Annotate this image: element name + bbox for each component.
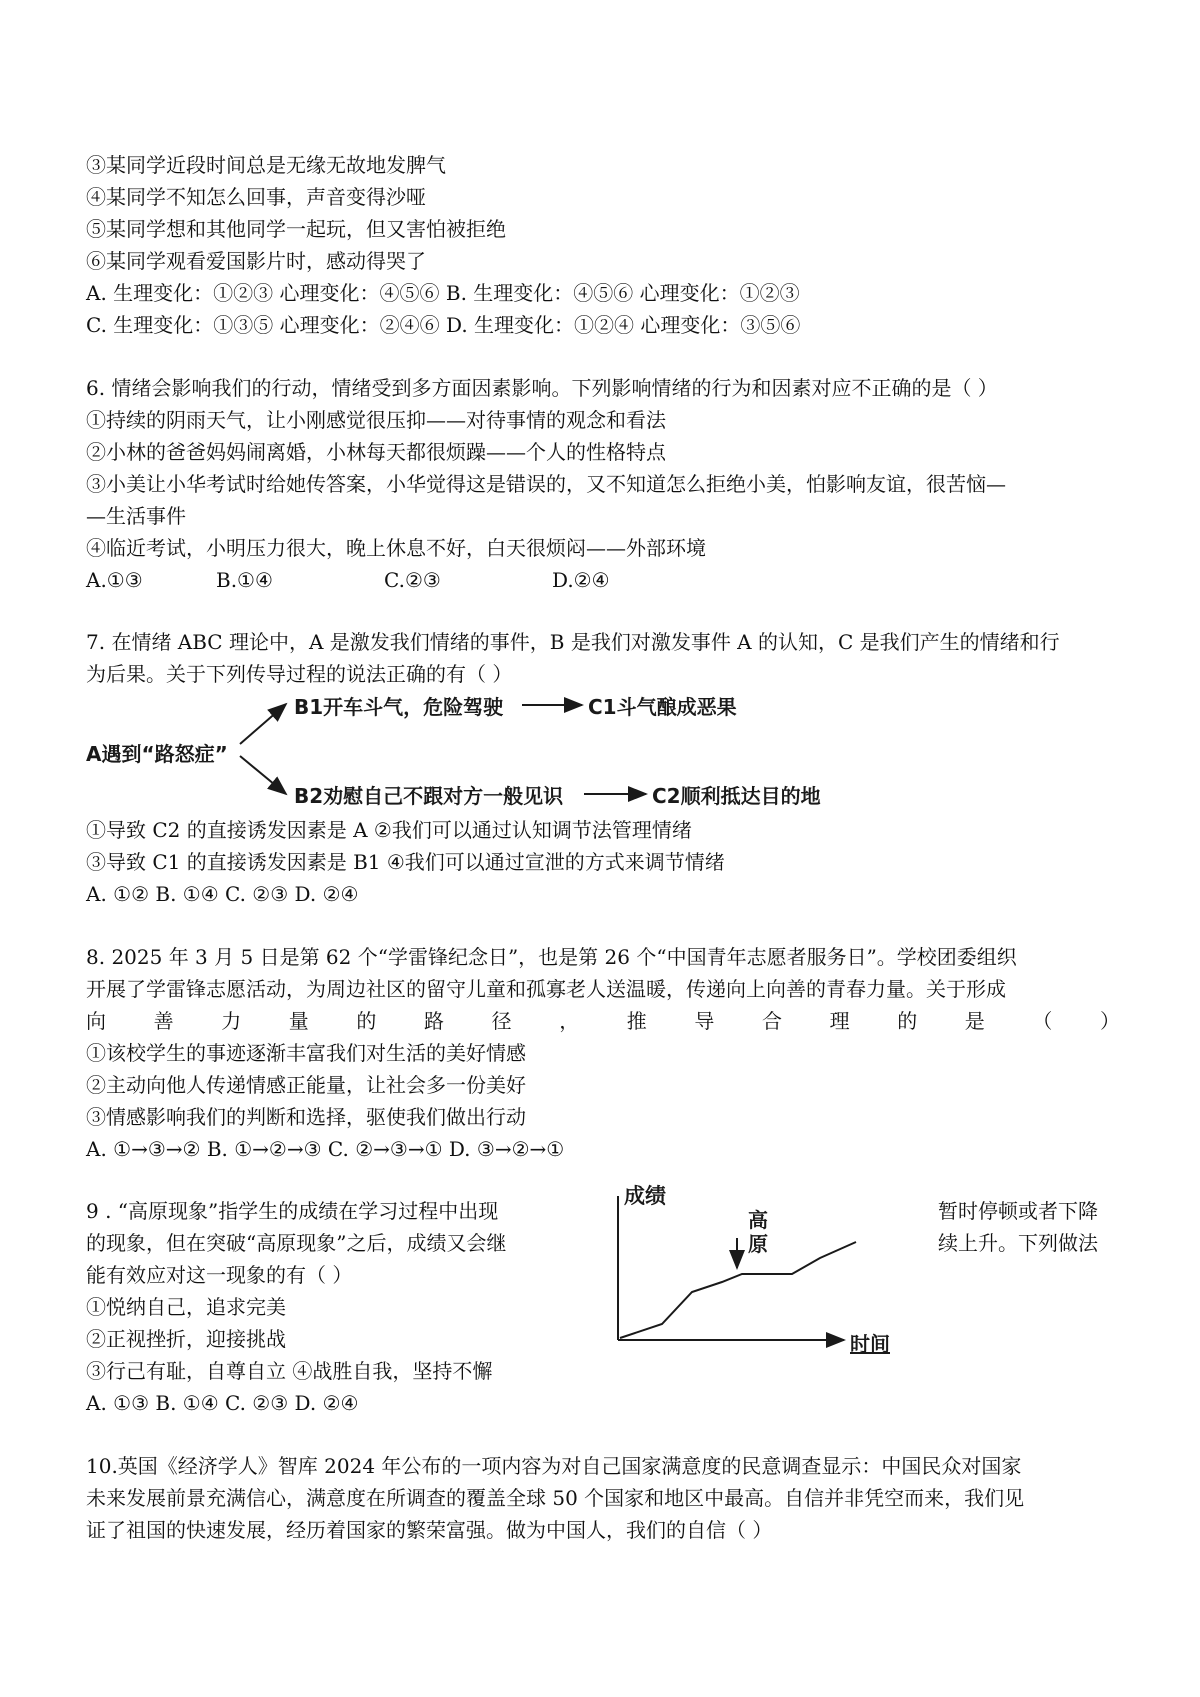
q5-item-4: ④某同学不知怎么回事，声音变得沙哑 <box>86 185 426 209</box>
diagram-node-b1: B1开车斗气，危险驾驶 <box>294 695 504 719</box>
q8-item-2: ②主动向他人传递情感正能量，让社会多一份美好 <box>86 1073 526 1097</box>
q8-options: A. ①→③→② B. ①→②→③ C. ②→③→① D. ③→②→① <box>86 1137 565 1161</box>
q6-option-c: C.②③ <box>384 568 441 592</box>
q7-item-3-4: ③导致 C1 的直接诱发因素是 B1 ④我们可以通过宣泄的方式来调节情绪 <box>86 850 725 874</box>
q5-options-cd: C. 生理变化：①③⑤ 心理变化：②④⑥ D. 生理变化：①②④ 心理变化：③⑤⑥ <box>86 313 801 337</box>
q8-stem-line3: 向 善 力 量 的 路 径 ， 推 导 合 理 的 是 （ ） <box>86 1009 1120 1033</box>
q7-item-1-2: ①导致 C2 的直接诱发因素是 A ②我们可以通过认知调节法管理情绪 <box>86 818 692 842</box>
q10-line2: 未来发展前景充满信心，满意度在所调查的覆盖全球 50 个国家和地区中最高。自信并非凭空而来，我们见 <box>86 1486 1025 1510</box>
graph-annotation-gao: 高 <box>748 1208 768 1232</box>
q6-option-d: D.②④ <box>552 568 610 592</box>
q9-line3-left: 能有效应对这一现象的有（ ） <box>86 1263 353 1287</box>
q6-stem: 6. 情绪会影响我们的行动，情绪受到多方面因素影响。下列影响情绪的行为和因素对应不正确的是（ ） <box>86 376 998 400</box>
graph-annotation-yuan: 原 <box>748 1232 768 1256</box>
q9-item-1: ①悦纳自己，追求完美 <box>86 1295 286 1319</box>
graph-x-label: 时间 <box>850 1332 890 1356</box>
q10-line1: 10.英国《经济学人》智库 2024 年公布的一项内容为对自己国家满意度的民意调查显示：中国民众对国家 <box>86 1454 1022 1478</box>
q6-item-4: ④临近考试，小明压力很大，晚上休息不好，白天很烦闷——外部环境 <box>86 536 706 560</box>
q6-options <box>86 568 610 592</box>
q6-item-2: ②小林的爸爸妈妈闹离婚，小林每天都很烦躁——个人的性格特点 <box>86 440 666 464</box>
q9-item-2: ②正视挫折，迎接挑战 <box>86 1327 286 1351</box>
q9-line2-left: 的现象，但在突破“高原现象”之后，成绩又会继 <box>86 1231 507 1255</box>
q6-item-3-cont: —生活事件 <box>86 504 186 528</box>
q7-options: A. ①② B. ①④ C. ②③ D. ②④ <box>86 882 359 906</box>
abc-diagram <box>86 694 846 808</box>
plateau-graph <box>600 1184 920 1356</box>
arrow-a-to-b2 <box>240 756 286 794</box>
q9-line2-right: 续上升。下列做法 <box>938 1231 1098 1255</box>
q5-options-ab: A. 生理变化：①②③ 心理变化：④⑤⑥ B. 生理变化：④⑤⑥ 心理变化：①②③ <box>86 281 800 305</box>
q7-stem-line1: 7. 在情绪 ABC 理论中，A 是激发我们情绪的事件，B 是我们对激发事件 A 的认知，C 是我们产生的情绪和行 <box>86 630 1060 654</box>
q6-option-a: A.①③ <box>86 568 143 592</box>
q8-item-1: ①该校学生的事迹逐渐丰富我们对生活的美好情感 <box>86 1041 526 1065</box>
q8-item-3: ③情感影响我们的判断和选择，驱使我们做出行动 <box>86 1105 526 1129</box>
q9-options: A. ①③ B. ①④ C. ②③ D. ②④ <box>86 1391 359 1415</box>
diagram-node-a: A遇到“路怒症” <box>86 742 228 766</box>
q7-stem-line2: 为后果。关于下列传导过程的说法正确的有（ ） <box>86 662 513 686</box>
q9-item-3-4: ③行己有耻，自尊自立 ④战胜自我，坚持不懈 <box>86 1359 493 1383</box>
graph-y-label: 成绩 <box>624 1184 666 1208</box>
q6-item-3: ③小美让小华考试时给她传答案，小华觉得这是错误的，又不知道怎么拒绝小美，怕影响友谊，很苦恼— <box>86 472 1006 496</box>
q8-stem-line1: 8. 2025 年 3 月 5 日是第 62 个“学雷锋纪念日”，也是第 26 个“中国青年志愿者服务日”。学校团委组织 <box>86 945 1017 969</box>
diagram-node-b2: B2劝慰自己不跟对方一般见识 <box>294 784 564 808</box>
q5-item-5: ⑤某同学想和其他同学一起玩，但又害怕被拒绝 <box>86 217 506 241</box>
diagram-node-c1: C1斗气酿成恶果 <box>588 695 737 719</box>
q6-item-1: ①持续的阴雨天气，让小刚感觉很压抑——对待事情的观念和看法 <box>86 408 666 432</box>
q9-line1-right: 暂时停顿或者下降 <box>938 1199 1098 1223</box>
arrow-a-to-b1 <box>240 704 286 744</box>
q6-option-b: B.①④ <box>216 568 273 592</box>
q8-stem-line2: 开展了学雷锋志愿活动，为周边社区的留守儿童和孤寡老人送温暖，传递向上向善的青春力量。关于形成 <box>86 977 1006 1001</box>
q9-line1-left: 9 . “高原现象”指学生的成绩在学习过程中出现 <box>86 1199 499 1223</box>
q10-line3: 证了祖国的快速发展，经历着国家的繁荣富强。做为中国人，我们的自信（ ） <box>86 1518 773 1542</box>
q5-item-6: ⑥某同学观看爱国影片时，感动得哭了 <box>86 249 426 273</box>
q5-item-3: ③某同学近段时间总是无缘无故地发脾气 <box>86 153 446 177</box>
diagram-node-c2: C2顺利抵达目的地 <box>652 784 821 808</box>
